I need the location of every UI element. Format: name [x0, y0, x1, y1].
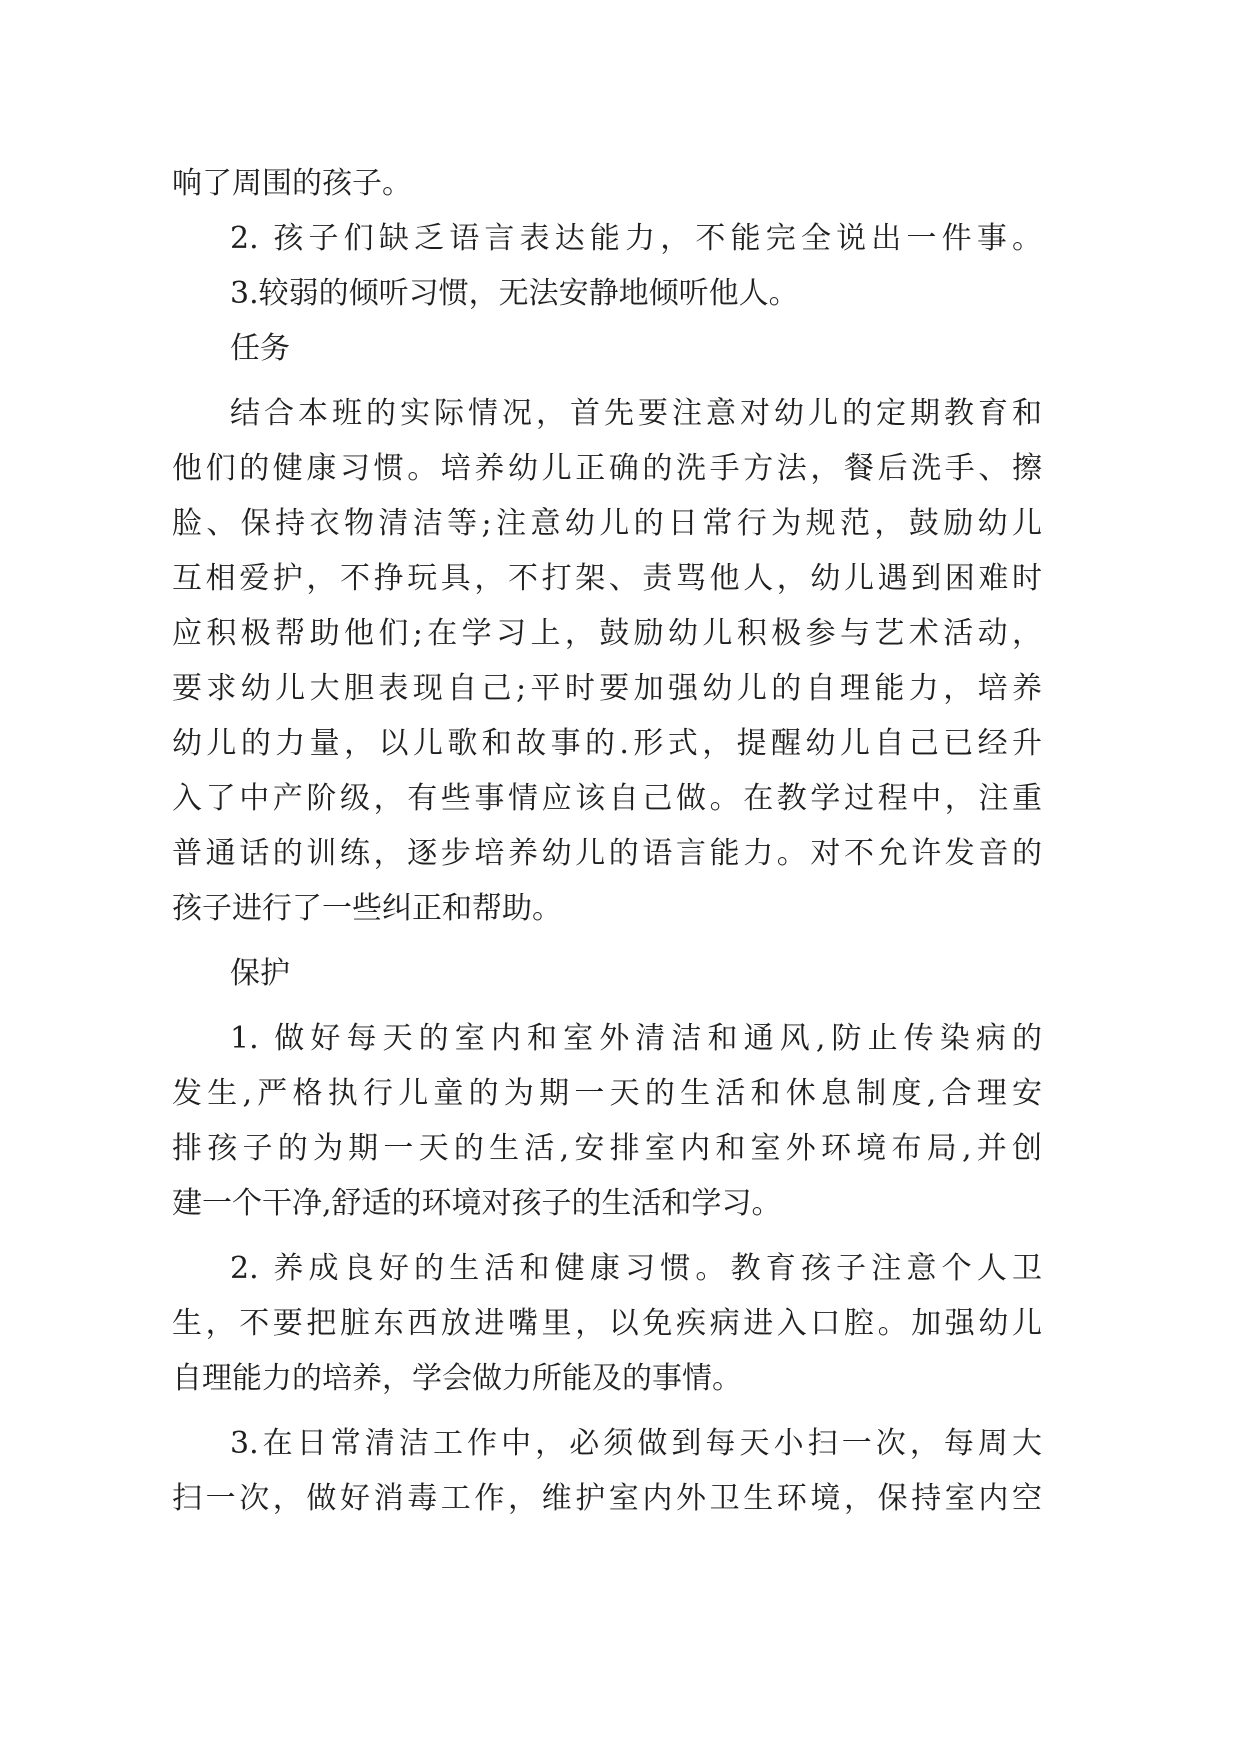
- text-line: 建一个干净,舒适的环境对孩子的生活和学习。: [172, 1186, 782, 1221]
- text-line: 响了周围的孩子。: [172, 166, 412, 201]
- text-line: 结合本班的实际情况，首先要注意对幼儿的定期教育和: [230, 396, 1042, 431]
- text-line: 扫一次，做好消毒工作，维护室内外卫生环境，保持室内空: [172, 1481, 1042, 1516]
- section-heading: [172, 321, 1042, 376]
- text-line: 要求幼儿大胆表现自己;平时要加强幼儿的自理能力，培养: [172, 671, 1042, 706]
- paragraph: [172, 156, 1042, 211]
- text-line: 排孩子的为期一天的生活,安排室内和室外环境布局,并创: [172, 1131, 1042, 1166]
- text-line: 2. 养成良好的生活和健康习惯。教育孩子注意个人卫: [230, 1251, 1042, 1286]
- heading-text: 任务: [230, 331, 290, 366]
- text-line: 3.在日常清洁工作中，必须做到每天小扫一次，每周大: [230, 1426, 1042, 1461]
- text-line: 应积极帮助他们;在学习上，鼓励幼儿积极参与艺术活动，: [172, 616, 1042, 651]
- text-line: 自理能力的培养，学会做力所能及的事情。: [172, 1361, 742, 1396]
- text-line: 幼儿的力量，以儿歌和故事的.形式，提醒幼儿自己已经升: [172, 726, 1042, 761]
- document-body: [172, 156, 1042, 1526]
- list-item: [172, 1011, 1042, 1231]
- list-item: [172, 1416, 1042, 1526]
- paragraph: [172, 386, 1042, 936]
- text-line: 入了中产阶级，有些事情应该自己做。在教学过程中，注重: [172, 781, 1042, 816]
- heading-text: 保护: [230, 956, 290, 991]
- text-line: 2. 孩子们缺乏语言表达能力，不能完全说出一件事。: [230, 221, 1042, 256]
- text-line: 他们的健康习惯。培养幼儿正确的洗手方法，餐后洗手、擦: [172, 451, 1042, 486]
- text-line: 普通话的训练，逐步培养幼儿的语言能力。对不允许发音的: [172, 836, 1042, 871]
- text-line: 互相爱护，不挣玩具，不打架、责骂他人，幼儿遇到困难时: [172, 561, 1042, 596]
- text-line: 脸、保持衣物清洁等;注意幼儿的日常行为规范，鼓励幼儿: [172, 506, 1042, 541]
- list-item: [172, 1241, 1042, 1406]
- list-item: [172, 211, 1042, 266]
- text-line: 发生,严格执行儿童的为期一天的生活和休息制度,合理安: [172, 1076, 1042, 1111]
- text-line: 1. 做好每天的室内和室外清洁和通风,防止传染病的: [230, 1021, 1042, 1056]
- list-item: [172, 266, 1042, 321]
- text-line: 生，不要把脏东西放进嘴里，以免疾病进入口腔。加强幼儿: [172, 1306, 1042, 1341]
- section-heading: [172, 946, 1042, 1001]
- text-line: 3.较弱的倾听习惯，无法安静地倾听他人。: [230, 276, 799, 311]
- text-line: 孩子进行了一些纠正和帮助。: [172, 891, 562, 926]
